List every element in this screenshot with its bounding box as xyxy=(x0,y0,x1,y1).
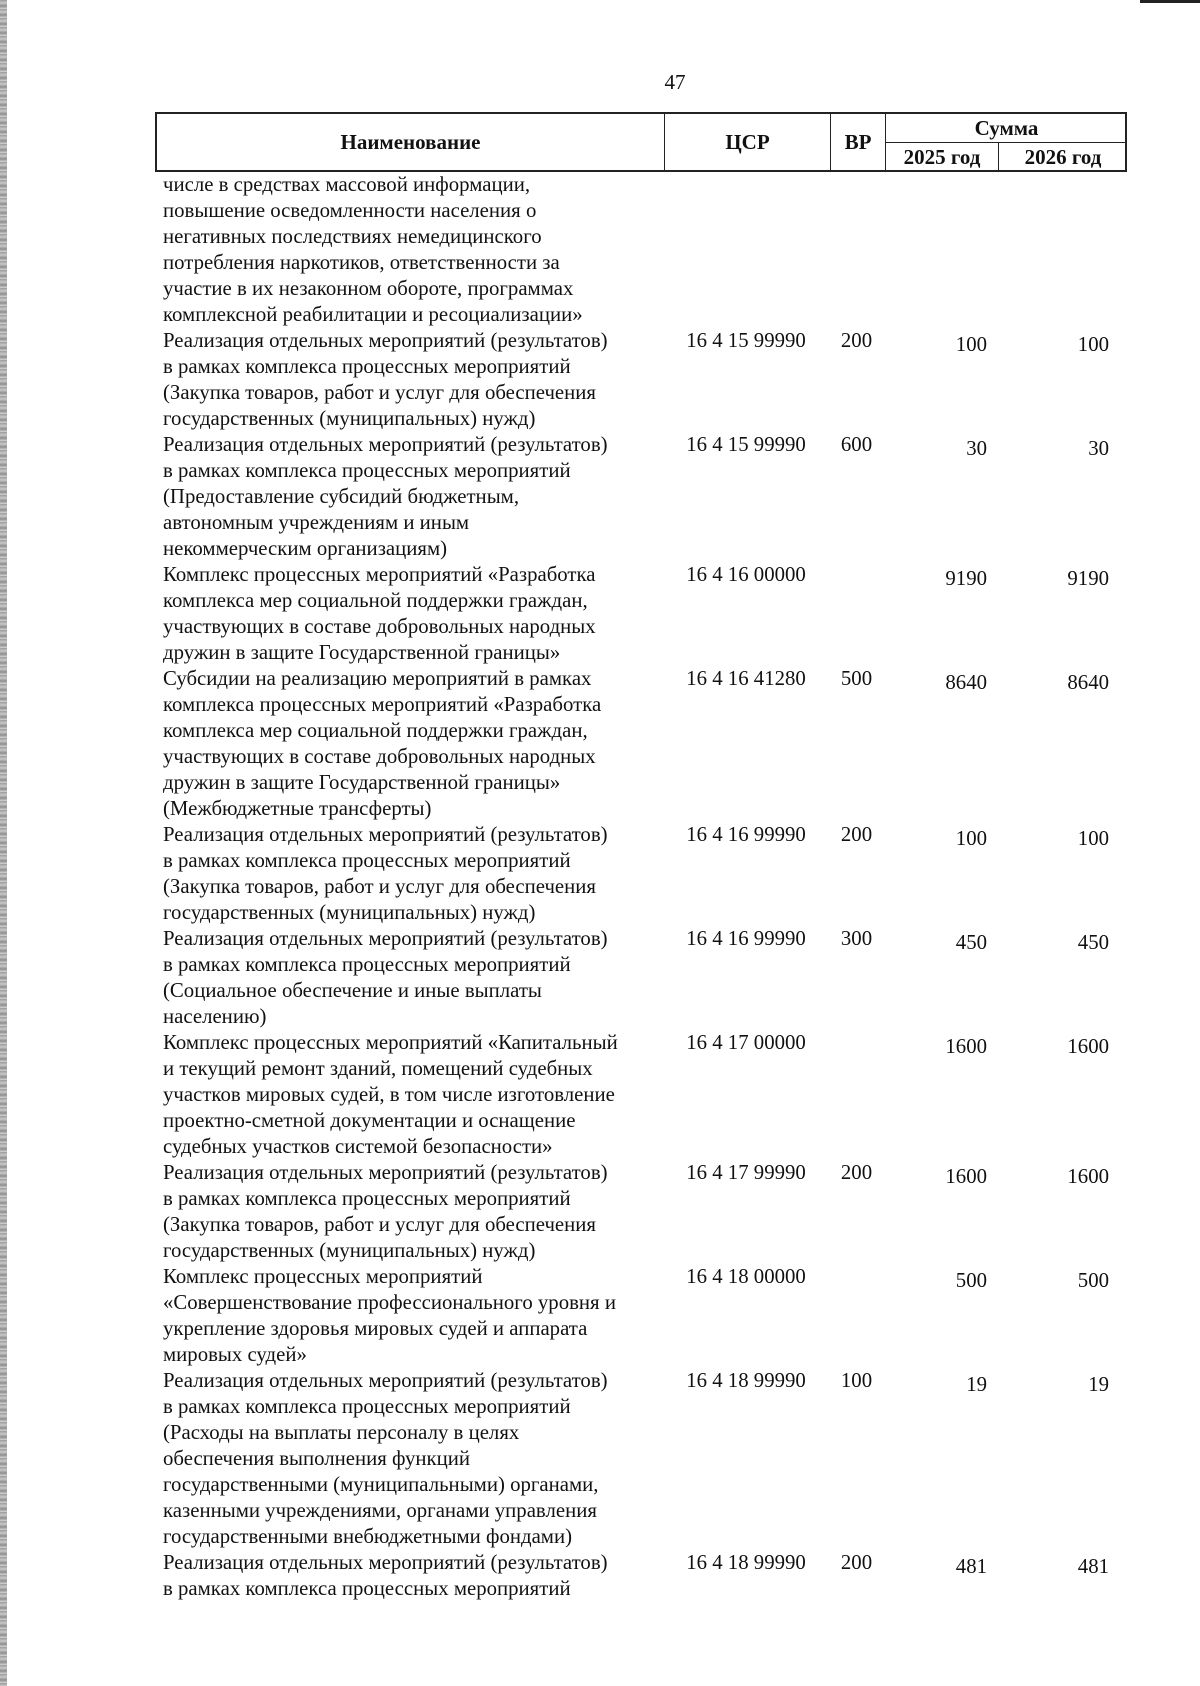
table-row xyxy=(155,822,1127,926)
row-2026: 100 xyxy=(1077,827,1109,850)
row-2025: 500 xyxy=(955,1269,987,1292)
scan-mark xyxy=(1140,0,1200,3)
row-2025: 19 xyxy=(966,1373,987,1396)
table-row xyxy=(155,1368,1127,1550)
row-name: Комплекс процессных мероприятий «Совершенствование профессионального уровня и укрепление здоровья мировых судей и аппарата мировых судей» xyxy=(163,1265,616,1366)
row-vr: 200 xyxy=(840,823,873,846)
page-number: 47 xyxy=(664,70,686,94)
row-name: Реализация отдельных мероприятий (результатов) в рамках комплекса процессных мероприятий (Закупка товаров, работ и услуг для обеспечения государственных (муниципальных) нужд) xyxy=(163,329,608,430)
row-2026: 450 xyxy=(1077,931,1109,954)
table-row xyxy=(155,172,1127,328)
row-vr: 200 xyxy=(840,1161,873,1184)
row-name: Реализация отдельных мероприятий (результатов) в рамках комплекса процессных мероприятий (Предоставление субсидий бюджетным, автономным учреждениям и иным некоммерческим организациям) xyxy=(163,433,608,560)
row-name: Реализация отдельных мероприятий (результатов) в рамках комплекса процессных мероприятий (Социальное обеспечение и иные выплаты населению) xyxy=(163,927,608,1028)
table-body xyxy=(155,172,1127,1602)
row-2026: 1600 xyxy=(1067,1165,1109,1188)
table-row xyxy=(155,1030,1127,1160)
table-row xyxy=(155,432,1127,562)
row-csr: 16 4 16 00000 xyxy=(686,563,806,586)
row-vr: 600 xyxy=(840,433,873,456)
row-csr: 16 4 16 99990 xyxy=(686,927,806,950)
row-2025: 100 xyxy=(955,333,987,356)
row-csr: 16 4 17 99990 xyxy=(686,1161,806,1184)
row-2025: 100 xyxy=(955,827,987,850)
table-row xyxy=(155,562,1127,666)
row-name: Реализация отдельных мероприятий (результатов) в рамках комплекса процессных мероприятий (Расходы на выплаты персоналу в целях обеспечения выполнения функций государственными (муниципальными) органами, казенными учреждениями, органами управления государственными внебюджетными фондами) xyxy=(163,1369,608,1548)
row-csr: 16 4 16 99990 xyxy=(686,823,806,846)
row-name: Реализация отдельных мероприятий (результатов) в рамках комплекса процессных мероприятий (Закупка товаров, работ и услуг для обеспечения государственных (муниципальных) нужд) xyxy=(163,823,608,924)
header-year-2026: 2026 год xyxy=(1024,145,1102,169)
row-csr: 16 4 18 99990 xyxy=(686,1551,806,1574)
table-row xyxy=(155,926,1127,1030)
row-2026: 481 xyxy=(1077,1555,1109,1578)
header-year-2025: 2025 год xyxy=(886,143,999,172)
table-row xyxy=(155,328,1127,432)
row-csr: 16 4 18 99990 xyxy=(686,1369,806,1392)
row-2025: 9190 xyxy=(945,567,987,590)
row-2025: 481 xyxy=(955,1555,987,1578)
row-2026: 500 xyxy=(1077,1269,1109,1292)
header-vr: ВР xyxy=(831,114,886,170)
table-header xyxy=(155,112,1127,172)
row-2026: 100 xyxy=(1077,333,1109,356)
row-csr: 16 4 18 00000 xyxy=(686,1265,806,1288)
row-2026: 8640 xyxy=(1067,671,1109,694)
row-2025: 8640 xyxy=(945,671,987,694)
row-name: Комплекс процессных мероприятий «Капитальный и текущий ремонт зданий, помещений судебных участков мировых судей, в том числе изготовление проектно-сметной документации и оснащение судебных участков системой безопасности» xyxy=(163,1031,618,1158)
row-2026: 1600 xyxy=(1067,1035,1109,1058)
scan-edge xyxy=(0,0,7,1686)
row-vr: 500 xyxy=(840,667,873,690)
row-vr: 100 xyxy=(840,1369,873,1392)
row-csr: 16 4 16 41280 xyxy=(686,667,806,690)
table-row xyxy=(155,666,1127,822)
table-row xyxy=(155,1160,1127,1264)
row-name: Реализация отдельных мероприятий (результатов) в рамках комплекса процессных мероприятий (Закупка товаров, работ и услуг для обеспечения государственных (муниципальных) нужд) xyxy=(163,1161,608,1262)
row-csr: 16 4 15 99990 xyxy=(686,329,806,352)
table-row xyxy=(155,1550,1127,1602)
row-vr: 200 xyxy=(840,329,873,352)
row-2026: 30 xyxy=(1088,437,1109,460)
row-2025: 1600 xyxy=(945,1165,987,1188)
row-name: Комплекс процессных мероприятий «Разработка комплекса мер социальной поддержки граждан, участвующих в составе добровольных народных дружин в защите Государственной границы» xyxy=(163,563,596,664)
row-2026: 19 xyxy=(1088,1373,1109,1396)
row-name: Субсидии на реализацию мероприятий в рамках комплекса процессных мероприятий «Разработка комплекса мер социальной поддержки граждан, участвующих в составе добровольных народных дружин в защите Государственной границы» (Межбюджетные трансферты) xyxy=(163,667,602,820)
row-2025: 450 xyxy=(955,931,987,954)
row-2025: 1600 xyxy=(945,1035,987,1058)
row-csr: 16 4 17 00000 xyxy=(686,1031,806,1054)
row-2025: 30 xyxy=(966,437,987,460)
row-name: Реализация отдельных мероприятий (результатов) в рамках комплекса процессных мероприятий xyxy=(163,1551,608,1600)
row-vr: 300 xyxy=(840,927,873,950)
table-row xyxy=(155,1264,1127,1368)
row-csr: 16 4 15 99990 xyxy=(686,433,806,456)
header-name: Наименование xyxy=(157,114,665,170)
header-sum: Сумма xyxy=(886,114,1127,143)
row-name: числе в средствах массовой информации, повышение осведомленности населения о негативных последствиях немедицинского потребления наркотиков, ответственности за участие в их незаконном обороте, программах комплексной реабилитации и ресоциализации» xyxy=(163,173,583,326)
row-vr: 200 xyxy=(840,1551,873,1574)
header-csr: ЦСР xyxy=(665,114,831,170)
row-2026: 9190 xyxy=(1067,567,1109,590)
